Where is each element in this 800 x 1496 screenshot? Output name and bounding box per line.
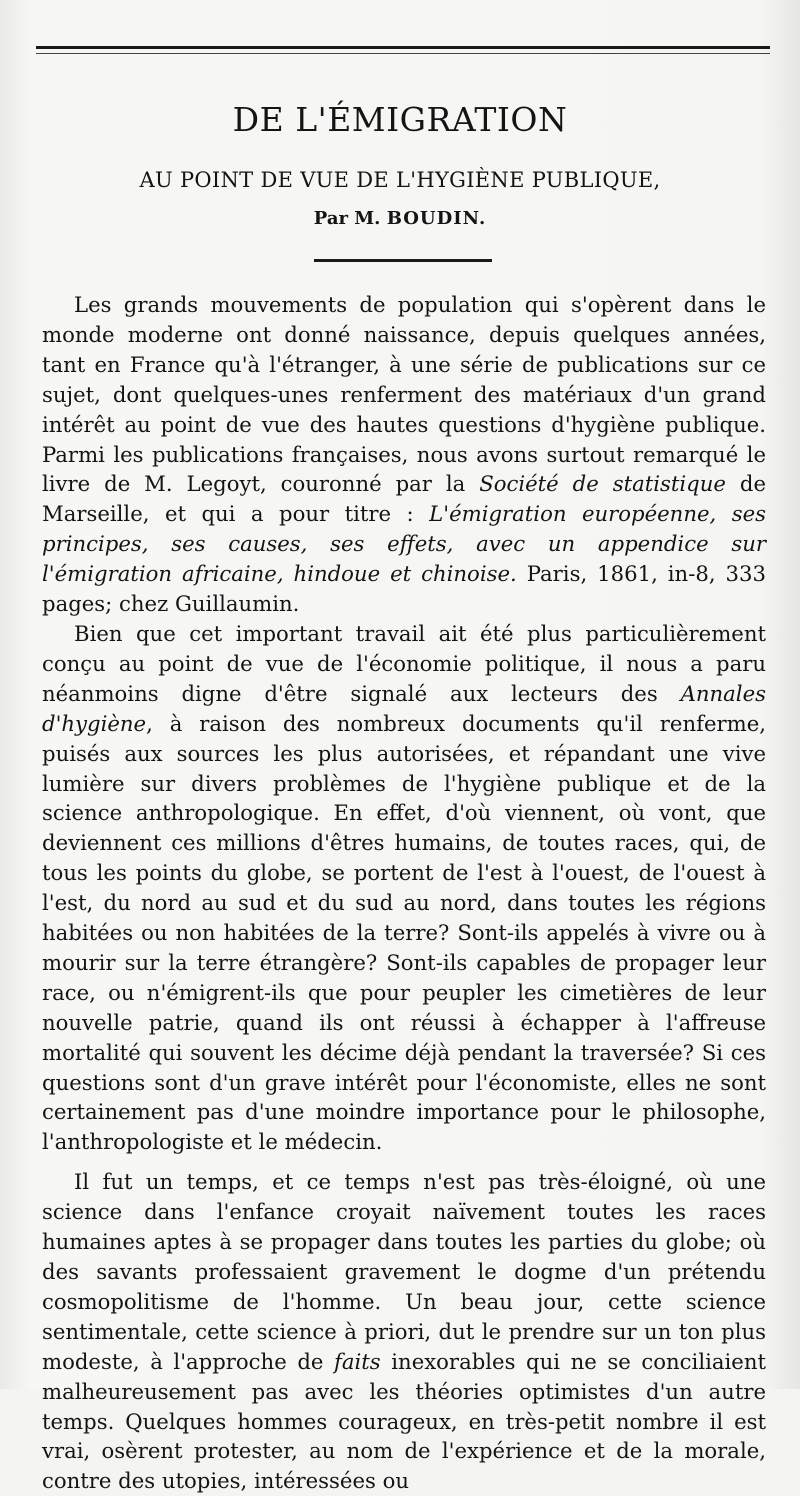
p1-italic-2: L'émigration européenne, ses principes, ses causes, ses effets, avec un appendice sur l'émigration africaine, hindoue et chinoise.: [42, 501, 766, 587]
p1-text-1: Les grands mouvements de population qui s'opèrent dans le monde moderne ont donné naissance, depuis quelques années, tant en France qu'à l'étranger, à une série de publications sur ce sujet, dont quelques-unes renferment des matériaux d'un grand intérêt au point de vue des hautes questions d'hygiène publique. Parmi les publications françaises, nous avons surtout remarqué le livre de M. Legoyt, couronné par la: [42, 292, 766, 497]
author-name: BOUDIN.: [386, 208, 487, 229]
article-subtitle: AU POINT DE VUE DE L'HYGIÈNE PUBLIQUE,: [139, 168, 661, 192]
p2-text-2: , à raison des nombreux documents qu'il renferme, puisés aux sources les plus autorisées, et répandant une vive lumière sur divers problèmes de l'hygiène publique et de la science anthropologique. En effet, d'où viennent, où vont, que deviennent ces millions d'êtres humains, de toutes races, qui, de tous les points du globe, se portent de l'est à l'ouest, de l'ouest à l'est, du nord au sud et du sud au nord, dans toutes les régions habitées ou non habitées de la terre? Sont-ils appelés à vivre ou à mourir sur la terre étrangère? Sont-ils capables de propager leur race, ou n'émigrent-ils que pour peupler les cimetières de leur nouvelle patrie, quand ils ont réussi à échapper à l'affreuse mortalité qui souvent les décime déjà pendant la traversée? Si ces questions sont d'un grave intérêt pour l'économiste, elles ne sont certainement pas d'une moindre importance pour le philosophe, l'anthropologiste et le médecin.: [42, 710, 766, 1155]
header-rule-thin: [36, 53, 770, 54]
article-byline: [0, 208, 800, 229]
p3-text-1: Il fut un temps, et ce temps n'est pas très-éloigné, où une science dans l'enfance croyait naïvement toutes les races humaines aptes à se propager dans toutes les parties du globe; où des savants professaient gravement le dogme d'un prétendu cosmopolitisme de l'homme. Un beau jour, cette science sentimentale, cette science à priori, dut le prendre sur un ton plus modeste, à l'approche de: [42, 1169, 766, 1374]
paragraph-3: [42, 1167, 766, 1496]
paragraph-2: [42, 619, 766, 1157]
p2-text-1: Bien que cet important travail ait été plus particulièrement conçu au point de vue de l'économie politique, il nous a paru néanmoins digne d'être signalé aux lecteurs des: [42, 620, 766, 706]
p3-italic-1: faits: [334, 1348, 381, 1374]
article-body: [42, 290, 766, 1496]
article-title: DE L'ÉMIGRATION: [232, 100, 568, 139]
byline-prefix: Par M.: [313, 208, 387, 229]
header-rule: [36, 46, 770, 49]
p3-text-2: inexorables qui ne se conciliaient malheureusement pas avec les théories optimistes d'un autre temps. Quelques hommes courageux, en très-petit nombre il est vrai, osèrent protester, au nom de l'expérience et de la morale, contre des utopies, intéressées ou: [42, 1348, 766, 1494]
p1-text-3: Paris, 1861, in-8, 333 pages; chez Guillaumin.: [42, 561, 766, 617]
p1-italic-1: Société de statistique: [479, 471, 726, 497]
paragraph-1: [42, 290, 766, 619]
p1-text-2: de Marseille, et qui a pour titre :: [42, 471, 766, 527]
title-separator: [314, 259, 492, 262]
p2-italic-1: Annales d'hygiène: [42, 680, 766, 736]
